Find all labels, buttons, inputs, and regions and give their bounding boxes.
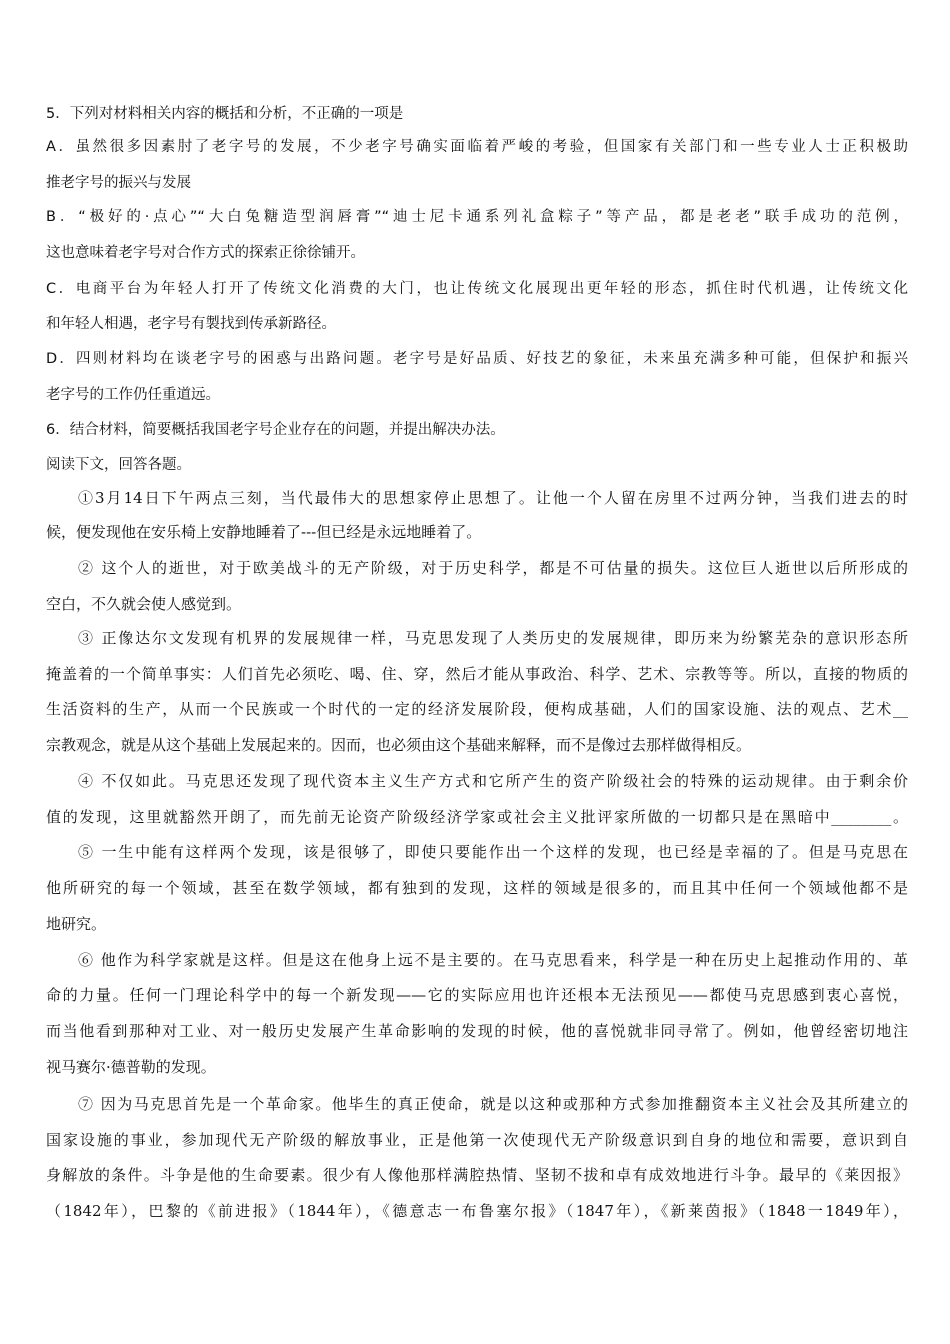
passage-p3-line-1: ③ 正像达尔文发现有机界的发展规律一样，马克思发现了人类历史的发展规律，即历来为纷繁芜杂的意识形态所 [78,629,908,647]
question-6-stem: 6．结合材料，简要概括我国老字号企业存在的问题，并提出解决办法。 [46,422,505,438]
option-c-line-2: 和年轻人相遇，老字号有製找到传承新路径。 [46,316,336,332]
option-a-line-1: A．虽然很多因素肘了老字号的发展，不少老字号确实面临着严峻的考验，但国家有关部门和一些专业人士正积极助 [46,139,908,155]
passage-p3-line-4: 宗教观念，就是从这个基础上发展起来的。因而，也必须由这个基础来解释，而不是像过去那样做得相反。 [46,736,752,754]
passage-p6-line-3: 而当他看到那种对工业、对一般历史发展产生革命影响的发现的时候，他的喜悦就非同寻常了。例如，他曾经密切地注 [46,1022,908,1040]
option-c-line-1: C．电商平台为年轻人打开了传统文化消费的大门，也让传统文化展现出更年轻的形态，抓住时代机遇，让传统文化 [46,281,908,297]
question-5-stem: 5．下列对材料相关内容的概括和分析，不正确的一项是 [46,106,404,122]
passage-p4-line-2: 值的发现，这里就豁然开朗了，而先前无论资产阶级经济学家或社会主义批评家所做的一切都只是在黑暗中________。 [46,808,908,826]
passage-p3-line-3: 生活资料的生产，从而一个民族或一个时代的一定的经济发展阶段，便构成基础，人们的国家设施、法的观点、艺术__ [46,700,908,718]
passage-p7-line-4: （1842年），巴黎的《前进报》（1844年），《德意志一布鲁塞尔报》（1847年），《新莱茵报》（1848一1849年）， [46,1202,908,1220]
passage-p6-line-4: 视马赛尔·德普勒的发现。 [46,1058,216,1076]
passage-p1-line-1: ①3月14日下午两点三刻，当代最伟大的思想家停止思想了。让他一个人留在房里不过两分钟，当我们进去的时 [78,489,908,507]
passage-p2-line-2: 空白，不久就会使人感觉到。 [46,595,242,613]
passage-p5-line-1: ⑤ 一生中能有这样两个发现，该是很够了，即使只要能作出一个这样的发现，也已经是幸福的了。但是马克思在 [78,843,908,861]
option-b-line-2: 这也意味着老字号对合作方式的探索正徐徐铺开。 [46,245,365,261]
passage-p6-line-2: 命的力量。任何一门理论科学中的每一个新发现——它的实际应用也许还根本无法预见——都使马克思感到衷心喜悦， [46,986,908,1004]
passage-p2-line-1: ② 这个人的逝世，对于欧美战斗的无产阶级，对于历史科学，都是不可估量的损失。这位巨人逝世以后所形成的 [78,559,908,577]
option-b-line-1: B．“极好的·点心”“大白兔糖造型润唇膏”“迪士尼卡通系列礼盒粽子”等产品，都是老老”联手成功的范例， [46,209,908,225]
option-d-line-1: D．四则材料均在谈老字号的困惑与出路问题。老字号是好品质、好技艺的象征，未来虽充满多种可能，但保护和振兴 [46,351,908,367]
passage-p5-line-3: 地研究。 [46,915,107,933]
reading-intro: 阅读下文，回答各题。 [46,457,191,473]
passage-p7-line-3: 身解放的条件。斗争是他的生命要素。很少有人像他那样满腔热情、坚韧不拔和卓有成效地进行斗争。最早的《莱因报》 [46,1166,908,1184]
passage-p4-line-1: ④ 不仅如此。马克思还发现了现代资本主义生产方式和它所产生的资产阶级社会的特殊的运动规律。由于剩余价 [78,772,908,790]
passage-p1-line-2: 候，便发现他在安乐椅上安静地睡着了---但已经是永远地睡着了。 [46,523,482,541]
passage-p3-line-2: 掩盖着的一个简单事实：人们首先必须吃、喝、住、穿，然后才能从事政治、科学、艺术、宗教等等。所以，直接的物质的 [46,665,908,683]
option-d-line-2: 老字号的工作仍任重道远。 [46,387,220,403]
option-a-line-2: 推老字号的振兴与发展 [46,175,191,191]
passage-p5-line-2: 他所研究的每一个领域，甚至在数学领域，都有独到的发现，这样的领域是很多的，而且其中任何一个领域他都不是 [46,879,908,897]
passage-p6-line-1: ⑥ 他作为科学家就是这样。但是这在他身上远不是主要的。在马克思看来，科学是一种在历史上起推动作用的、革 [78,951,908,969]
passage-p7-line-1: ⑦ 因为马克思首先是一个革命家。他毕生的真正使命，就是以这种或那种方式参加推翻资本主义社会及其所建立的 [78,1095,908,1113]
passage-p7-line-2: 国家设施的事业，参加现代无产阶级的解放事业，正是他第一次使现代无产阶级意识到自身的地位和需要，意识到自 [46,1131,908,1149]
